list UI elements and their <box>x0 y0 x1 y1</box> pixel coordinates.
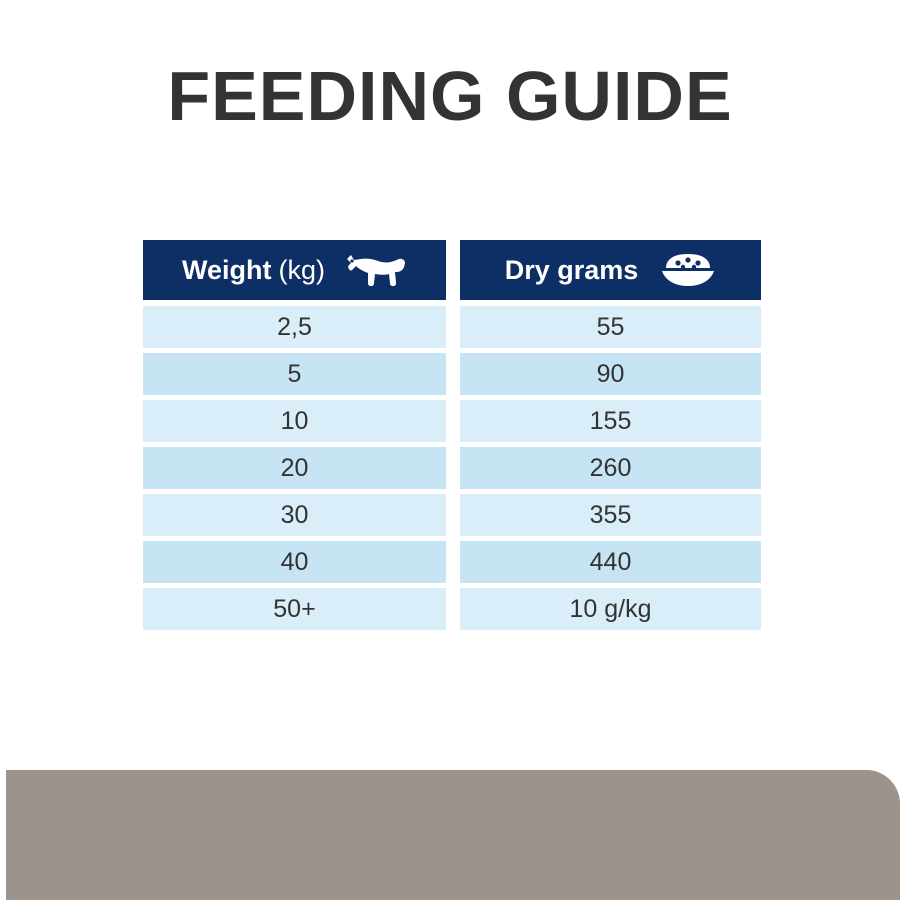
footer-band <box>0 770 900 900</box>
table-row <box>143 588 761 630</box>
dog-icon <box>345 253 407 287</box>
table-row <box>143 447 761 489</box>
table-header-dry-grams-label: Dry grams <box>504 254 639 285</box>
cell-weight: 5 <box>143 353 446 395</box>
table-row <box>143 400 761 442</box>
cell-grams: 55 <box>460 306 761 348</box>
table-header-weight-label: Weight <box>182 254 272 285</box>
footer-band-inner <box>0 770 900 900</box>
cell-weight: 2,5 <box>143 306 446 348</box>
cell-weight: 10 <box>143 400 446 442</box>
feeding-table <box>143 240 761 635</box>
table-header-dry-grams <box>460 240 761 300</box>
cell-weight: 30 <box>143 494 446 536</box>
cell-grams: 355 <box>460 494 761 536</box>
cell-grams: 155 <box>460 400 761 442</box>
table-header-weight-unit: (kg) <box>278 254 325 285</box>
food-bowl-icon <box>660 252 716 288</box>
table-row <box>143 306 761 348</box>
cell-weight: 50+ <box>143 588 446 630</box>
table-row <box>143 494 761 536</box>
table-header-weight <box>143 240 446 300</box>
cell-grams: 90 <box>460 353 761 395</box>
table-row <box>143 353 761 395</box>
page-title: FEEDING GUIDE <box>167 57 733 135</box>
cell-grams: 10 g/kg <box>460 588 761 630</box>
table-row <box>143 541 761 583</box>
cell-grams: 440 <box>460 541 761 583</box>
table-header-row <box>143 240 761 300</box>
cell-grams: 260 <box>460 447 761 489</box>
cell-weight: 40 <box>143 541 446 583</box>
left-edge-strip <box>0 0 6 900</box>
cell-weight: 20 <box>143 447 446 489</box>
